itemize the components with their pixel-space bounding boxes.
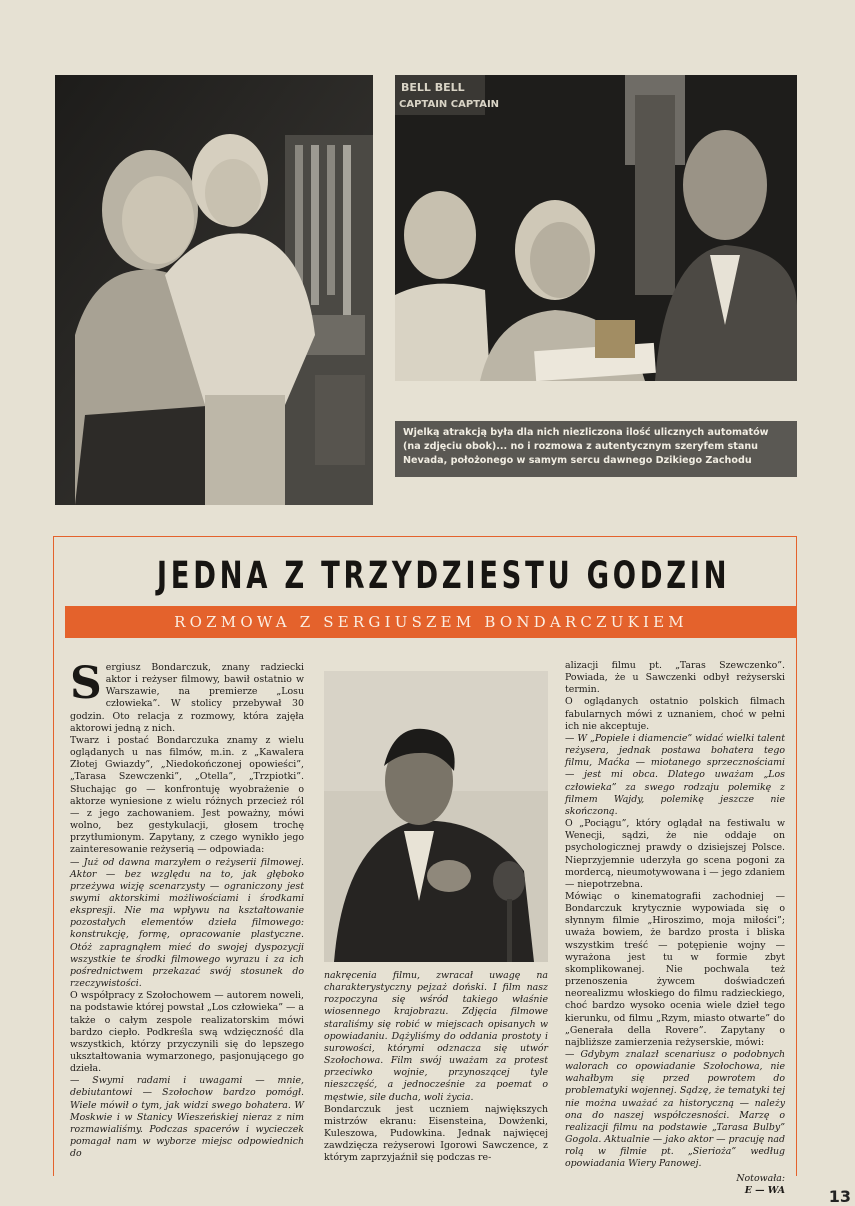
drop-cap: S — [70, 658, 102, 709]
paragraph-quote: — W „Popiele i diamencie” widać wielki talent reżysera, jednak postawa bohatera tego filmu, Maćka — miotanego sprzecznościami — jest mi obca. Dlatego uważam „Los człowieka” za swego rodzaju polemikę z filmem Wajdy, polemikę jeszcze nie skończoną. — [565, 732, 785, 817]
paragraph-quote: — Swymi radami i uwagami — mnie, debiutantowi — Szołochow bardzo pomógł. Wiele mówił o tym, jak widzi swego bohatera. W Moskwie i w Stanicy Wieszeńskiej nieraz z nim rozmawialiśmy. Podczas spacerów i wycieczek pomagał nam w wyborze miejsc odpowiednich do — [70, 1075, 304, 1160]
article-column-middle — [324, 970, 548, 1165]
paragraph: O współpracy z Szołochowem — autorem noweli, na podstawie której powstał „Los człowieka” — a także o całym zespole realizatorskim mówi bardzo ciepło. Podkreśla swą wdzięczność dla wszystkich, którzy przyczynili się do lepszego ukształtowania wymarzonego, pasjonującego go dzieła. — [70, 990, 304, 1075]
article-headline: JEDNA Z TRZYDZIESTU GODZIN — [156, 554, 731, 597]
photo-bondarczuk-portrait — [324, 671, 548, 962]
article-subheadline: ROZMOWA Z SERGIUSZEM BONDARCZUKIEM — [65, 606, 797, 638]
bell-captain-sign: BELL BELL — [401, 81, 465, 94]
page-number: 13 — [828, 1187, 851, 1206]
paragraph: O oglądanych ostatnio polskich filmach fabularnych mówi z uznaniem, choć w pełni ich nie akceptuje. — [565, 696, 785, 732]
paragraph: alizacji filmu pt. „Taras Szewczenko”. Powiada, że u Sawczenki odbył reżyserski termin. — [565, 660, 785, 696]
paragraph-quote: nakręcenia filmu, zwracał uwagę na charakterystyczny pejzaż doński. I film nasz rozpoczyna się wśród takiego właśnie wiosennego krajobrazu. Zdjęcia filmowe staraliśmy się robić w miejscach opisanych w opowiadaniu. Dążyliśmy do oddania prostoty i surowości, którymi odznacza się utwór Szołochowa. Film swój uważam za protest przeciwko wojnie, przynoszącej tyle nieszczęść, a jednocześnie za poemat o męstwie, sile ducha, woli życia. — [324, 970, 548, 1103]
paragraph-quote: — Już od dawna marzyłem o reżyserii filmowej. Aktor — bez względu na to, jak głęboko przeżywa wizję scenarzysty — ograniczony jest swymi aktorskimi możliwościami i środkami ekspresji. Nie ma wpływu na kształtowanie pozostałych elementów dzieła filmowego: konstrukcję, formę, opracowanie plastyczne. Otóż zapragnąłem mieć do swojej dyspozycji wszystkie te środki filmowego wyrazu i za ich pośrednictwem przekazać swój stosunek do rzeczywistości. — [70, 856, 304, 990]
paragraph-quote: — Gdybym znalazł scenariusz o podobnych walorach co opowiadanie Szołochowa, nie wahałbym się przed powrotem do problematyki wojennej. Sądzę, że tematyki tej nie można uważać za historyczną — należy ona do naszej współczesności. Marzę o realizacji filmu na podstawie „Tarasa Bulby” Gogola. Aktualnie — jako aktor — pracuję nad rolą w filmie pt. „Sierioża” według opowiadania Wiery Panowej. — [565, 1049, 785, 1170]
paragraph: Bondarczuk jest uczniem największych mistrzów ekranu: Eisensteina, Dowżenki, Kuleszowa, Pudowkina. Jednak najwięcej zawdzięcza reżyserowi Igorowi Sawczence, z którym zaprzyjaźnił się podczas re- — [324, 1103, 548, 1164]
bell-captain-sign-2: CAPTAIN CAPTAIN — [399, 99, 500, 110]
caption-line-3: Nevada, położonego w samym sercu dawnego Dzikiego Zachodu — [403, 455, 752, 466]
photo-slot-machines — [55, 75, 373, 505]
signature-label: Notowała: — [736, 1172, 785, 1184]
caption-line-1: Wjelką atrakcją była dla nich niezliczona ilość ulicznych automatów — [403, 427, 769, 438]
paragraph: O „Pociągu”, który oglądał na festiwalu w Wenecji, sądzi, że nie oddaje on psychologicznej prawdy o dzisiejszej Polsce. Nieprzyjemnie uderzyła go scena pogoni za mordercą, nieumotywowana i — jego zdaniem — niepotrzebna. — [565, 818, 785, 890]
photo-caption — [395, 421, 797, 477]
paragraph: Twarz i postać Bondarczuka znamy z wielu oglądanych u nas filmów, m.in. z „Kawalera Złotej Gwiazdy”, „Niedokończonej opowieści”, „Tarasa Szewczenki”, „Otella”, „Trzpiotki”. Słuchając go — konfrontuję wyobrażenie o aktorze wyniesione z wielu różnych przecież ról — z jego zachowaniem. Jest poważny, mówi wolno, bez gestykulacji, głosem trochę przytłumionym. Zapytany, z czego wynikło jego zainteresowanie reżyserią — odpowiada: — [70, 734, 304, 856]
article-column-left — [70, 658, 304, 1160]
photo-sheriff-conversation — [395, 75, 797, 381]
caption-line-2: (na zdjęciu obok)... no i rozmowa z autentycznym szeryfem stanu — [403, 441, 758, 452]
article-column-right — [565, 660, 785, 1197]
signature-initials: E — WA — [744, 1184, 785, 1196]
paragraph: ergiusz Bondarczuk, znany radziecki aktor i reżyser filmowy, bawił ostatnio w Warszawie, na premierze „Losu człowieka”. W stolicy przebywał 30 godzin. Oto relacja z rozmowy, która zajęła aktorowi jedną z nich. — [70, 662, 304, 734]
paragraph: Mówiąc o kinematografii zachodniej — Bondarczuk krytycznie wypowiada się o słynnym filmie „Hiroszimo, moja miłości”; uważa bowiem, że bardzo prosta i bliska wszystkim treść — potępienie wojny — wyrażona jest tu w formie zbyt skomplikowanej. Nie pochwala też przenoszenia żywcem doświadczeń neorealizmu włoskiego do filmu radzieckiego, choć bardzo wysoko ocenia wiele dzieł tego kierunku, od filmu „Rzym, miasto otwarte” do „Generała della Rovere”. Zapytany o najbliższe zamierzenia reżyserskie, mówi: — [565, 890, 785, 1048]
